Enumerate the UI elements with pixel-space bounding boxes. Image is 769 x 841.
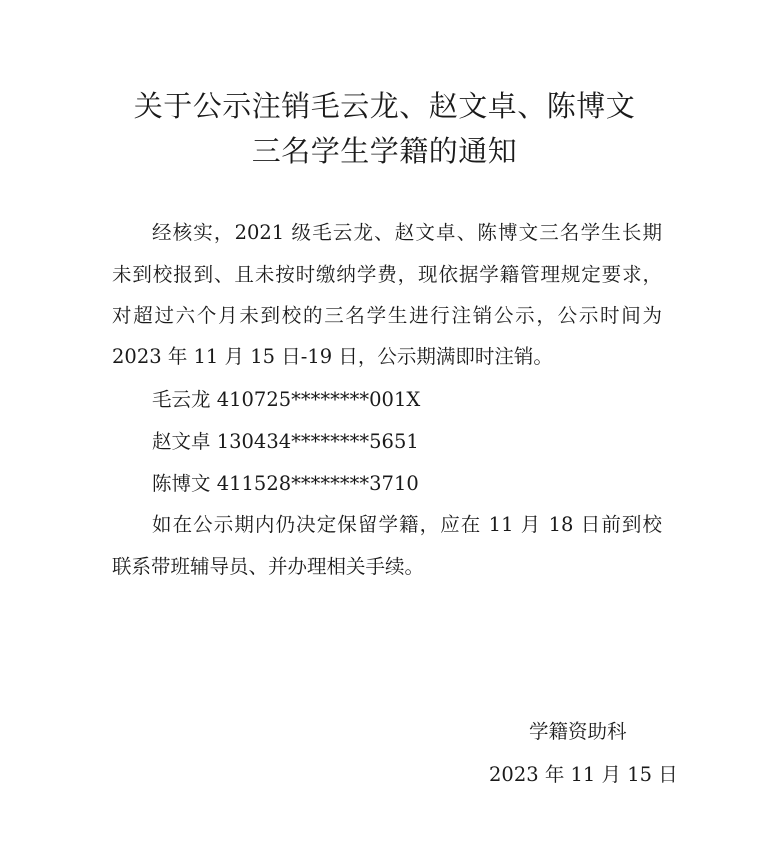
student-entry-3: 陈博文 411528********3710 [152,472,419,495]
closing-line-1: 如在公示期内仍决定保留学籍，应在 11 月 18 日前到校 [152,513,662,536]
signature-department: 学籍资助科 [529,720,627,743]
student-entry-1: 毛云龙 410725********001X [152,388,421,411]
notice-title-line-2: 三名学生学籍的通知 [251,134,518,168]
body-line-1: 经核实，2021 级毛云龙、赵文卓、陈博文三名学生长期 [152,221,662,244]
body-line-3: 对超过六个月未到校的三名学生进行注销公示，公示时间为 [112,304,662,327]
notice-title-line-1: 关于公示注销毛云龙、赵文卓、陈博文 [133,89,636,123]
signature-date: 2023 年 11 月 15 日 [489,763,678,786]
student-entry-2: 赵文卓 130434********5651 [152,430,419,453]
body-line-2: 未到校报到、且未按时缴纳学费，现依据学籍管理规定要求， [112,263,662,286]
closing-line-2: 联系带班辅导员、并办理相关手续。 [112,555,425,578]
body-line-4: 2023 年 11 月 15 日-19 日，公示期满即时注销。 [112,345,553,368]
